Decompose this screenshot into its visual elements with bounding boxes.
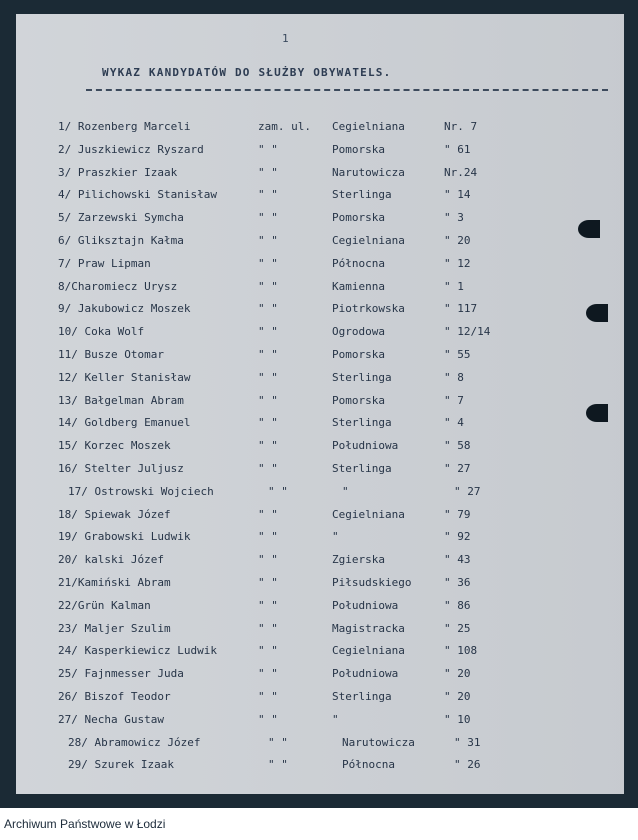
candidate-row xyxy=(58,667,538,683)
street-name: " xyxy=(332,712,339,726)
residence-label: " " xyxy=(258,690,278,703)
street-name: Sterlinga xyxy=(332,416,392,430)
house-number: " 20 xyxy=(444,690,471,703)
candidate-row xyxy=(58,576,538,592)
residence-label: " " xyxy=(258,370,278,384)
house-number: " 92 xyxy=(444,530,471,544)
candidate-name: 17/ Ostrowski Wojciech xyxy=(68,484,214,498)
street-name: Piłsudskiego xyxy=(332,576,412,589)
candidate-row xyxy=(58,553,538,569)
street-name: Północna xyxy=(342,758,395,772)
residence-label: " " xyxy=(258,165,278,179)
candidate-row xyxy=(58,690,538,706)
house-number: " 108 xyxy=(444,644,478,658)
page-number: 1 xyxy=(282,32,289,45)
residence-label: " " xyxy=(258,325,278,339)
candidate-name: 12/ Keller Stanisław xyxy=(58,370,191,384)
residence-label: " " xyxy=(258,279,278,293)
candidate-row xyxy=(58,439,538,455)
street-name: Północna xyxy=(332,256,385,270)
candidate-row xyxy=(58,599,538,615)
street-name: Piotrkowska xyxy=(332,302,405,316)
street-name: Sterlinga xyxy=(332,370,392,384)
candidate-name: 10/ Coka Wolf xyxy=(58,325,145,339)
candidate-name: 4/ Pilichowski Stanisław xyxy=(58,188,217,202)
heading-divider xyxy=(86,89,608,91)
punch-hole xyxy=(586,404,608,422)
residence-label: " " xyxy=(258,530,278,544)
house-number: " 25 xyxy=(444,621,471,635)
house-number: " 86 xyxy=(444,598,471,612)
candidate-row xyxy=(58,302,538,318)
candidate-row xyxy=(58,234,538,250)
candidate-row xyxy=(68,736,548,752)
candidate-row xyxy=(58,416,538,432)
street-name: Sterlinga xyxy=(332,690,392,703)
candidate-name: 13/ Bałgelman Abram xyxy=(58,393,184,407)
street-name: Cegielniana xyxy=(332,507,405,521)
residence-label: " " xyxy=(258,667,278,681)
street-name: Cegielniana xyxy=(332,120,405,133)
candidate-name: 15/ Korzec Moszek xyxy=(58,439,171,453)
candidate-row xyxy=(58,508,538,524)
document-page xyxy=(16,14,624,794)
candidate-name: 8/Charomiecz Urysz xyxy=(58,279,178,293)
street-name: Cegielniana xyxy=(332,234,405,247)
candidate-name: 19/ Grabowski Ludwik xyxy=(58,530,191,544)
candidate-name: 27/ Necha Gustaw xyxy=(58,712,164,726)
house-number: " 43 xyxy=(444,553,471,567)
candidate-row xyxy=(58,120,538,136)
residence-label: " " xyxy=(258,598,278,612)
residence-label: " " xyxy=(258,439,278,453)
candidate-name: 1/ Rozenberg Marceli xyxy=(58,120,191,133)
house-number: " 4 xyxy=(444,416,464,430)
street-name: Ogrodowa xyxy=(332,325,385,339)
house-number: " 61 xyxy=(444,142,471,156)
street-name: Narutowicza xyxy=(342,735,415,749)
street-name: Południowa xyxy=(332,667,399,681)
candidate-name: 21/Kamiński Abram xyxy=(58,576,171,589)
candidate-row xyxy=(58,462,538,478)
candidate-row xyxy=(58,325,538,341)
candidate-row xyxy=(58,211,538,227)
candidate-row xyxy=(58,371,538,387)
street-name: Sterlinga xyxy=(332,188,392,202)
candidate-name: 9/ Jakubowicz Moszek xyxy=(58,302,191,316)
house-number: Nr.24 xyxy=(444,165,478,179)
house-number: " 20 xyxy=(444,667,471,681)
house-number: " 12/14 xyxy=(444,325,491,339)
candidate-name: 25/ Fajnmesser Juda xyxy=(58,667,184,681)
street-name: Pomorska xyxy=(332,142,385,156)
street-name: Zgierska xyxy=(332,553,385,567)
residence-label: " " xyxy=(258,576,278,589)
house-number: " 79 xyxy=(444,507,471,521)
house-number: " 7 xyxy=(444,393,464,407)
house-number: " 117 xyxy=(444,302,478,316)
residence-label: " " xyxy=(268,735,288,749)
residence-label: " " xyxy=(258,234,278,247)
residence-label: " " xyxy=(258,142,278,156)
street-name: " xyxy=(342,484,349,498)
candidate-name: 2/ Juszkiewicz Ryszard xyxy=(58,142,204,156)
house-number: " 10 xyxy=(444,712,471,726)
candidate-row xyxy=(68,485,548,501)
candidate-name: 20/ kalski Józef xyxy=(58,553,164,567)
street-name: Narutowicza xyxy=(332,165,405,179)
candidate-name: 26/ Biszof Teodor xyxy=(58,690,171,703)
house-number: " 55 xyxy=(444,348,471,361)
candidate-name: 7/ Praw Lipman xyxy=(58,256,151,270)
candidate-name: 23/ Maljer Szulim xyxy=(58,621,171,635)
house-number: " 26 xyxy=(454,758,481,772)
street-name: Pomorska xyxy=(332,393,385,407)
residence-label: " " xyxy=(258,416,278,430)
house-number: " 27 xyxy=(444,462,471,475)
residence-label: " " xyxy=(258,553,278,567)
residence-label: " " xyxy=(258,256,278,270)
candidate-name: 5/ Zarzewski Symcha xyxy=(58,211,184,225)
house-number: " 8 xyxy=(444,370,464,384)
street-name: Pomorska xyxy=(332,211,385,225)
candidate-row xyxy=(58,257,538,273)
residence-label: zam. ul. xyxy=(258,120,311,133)
house-number: " 31 xyxy=(454,735,481,749)
street-name: Kamienna xyxy=(332,279,385,293)
archive-name: Archiwum Państwowe w Łodzi xyxy=(4,817,166,831)
candidate-row xyxy=(58,644,538,660)
candidate-name: 6/ Gliksztajn Kałma xyxy=(58,234,184,247)
punch-hole xyxy=(578,220,600,238)
house-number: " 1 xyxy=(444,279,464,293)
street-name: Sterlinga xyxy=(332,462,392,475)
candidate-name: 29/ Szurek Izaak xyxy=(68,758,174,772)
house-number: Nr. 7 xyxy=(444,120,478,133)
candidate-name: 28/ Abramowicz Józef xyxy=(68,735,201,749)
residence-label: " " xyxy=(258,393,278,407)
street-name: Magistracka xyxy=(332,621,405,635)
candidate-name: 18/ Spiewak Józef xyxy=(58,507,171,521)
street-name: Cegielniana xyxy=(332,644,405,658)
residence-label: " " xyxy=(258,507,278,521)
candidate-row xyxy=(58,166,538,182)
candidate-row xyxy=(58,348,538,364)
residence-label: " " xyxy=(258,712,278,726)
residence-label: " " xyxy=(268,484,288,498)
residence-label: " " xyxy=(258,211,278,225)
residence-label: " " xyxy=(268,758,288,772)
house-number: " 36 xyxy=(444,576,471,589)
house-number: " 58 xyxy=(444,439,471,453)
house-number: " 14 xyxy=(444,188,471,202)
residence-label: " " xyxy=(258,302,278,316)
candidate-name: 16/ Stelter Juljusz xyxy=(58,462,184,475)
candidate-name: 24/ Kasperkiewicz Ludwik xyxy=(58,644,217,658)
residence-label: " " xyxy=(258,644,278,658)
house-number: " 12 xyxy=(444,256,471,270)
candidate-row xyxy=(58,394,538,410)
candidate-row xyxy=(58,143,538,159)
candidate-row xyxy=(68,758,548,774)
punch-hole xyxy=(586,304,608,322)
street-name: " xyxy=(332,530,339,544)
candidate-row xyxy=(58,530,538,546)
candidate-row xyxy=(58,622,538,638)
candidate-row xyxy=(58,280,538,296)
candidate-name: 14/ Goldberg Emanuel xyxy=(58,416,191,430)
street-name: Pomorska xyxy=(332,348,385,361)
candidate-row xyxy=(58,188,538,204)
candidate-name: 11/ Busze Otomar xyxy=(58,348,164,361)
street-name: Południowa xyxy=(332,598,399,612)
candidate-row xyxy=(58,713,538,729)
street-name: Południowa xyxy=(332,439,399,453)
candidate-name: 3/ Praszkier Izaak xyxy=(58,165,178,179)
archive-footer xyxy=(0,808,638,840)
house-number: " 27 xyxy=(454,484,481,498)
candidate-name: 22/Grün Kalman xyxy=(58,598,151,612)
house-number: " 3 xyxy=(444,211,464,225)
house-number: " 20 xyxy=(444,234,471,247)
residence-label: " " xyxy=(258,621,278,635)
document-heading: WYKAZ KANDYDATÓW DO SŁUŻBY OBYWATELS. xyxy=(102,66,392,79)
residence-label: " " xyxy=(258,188,278,202)
residence-label: " " xyxy=(258,462,278,475)
residence-label: " " xyxy=(258,348,278,361)
